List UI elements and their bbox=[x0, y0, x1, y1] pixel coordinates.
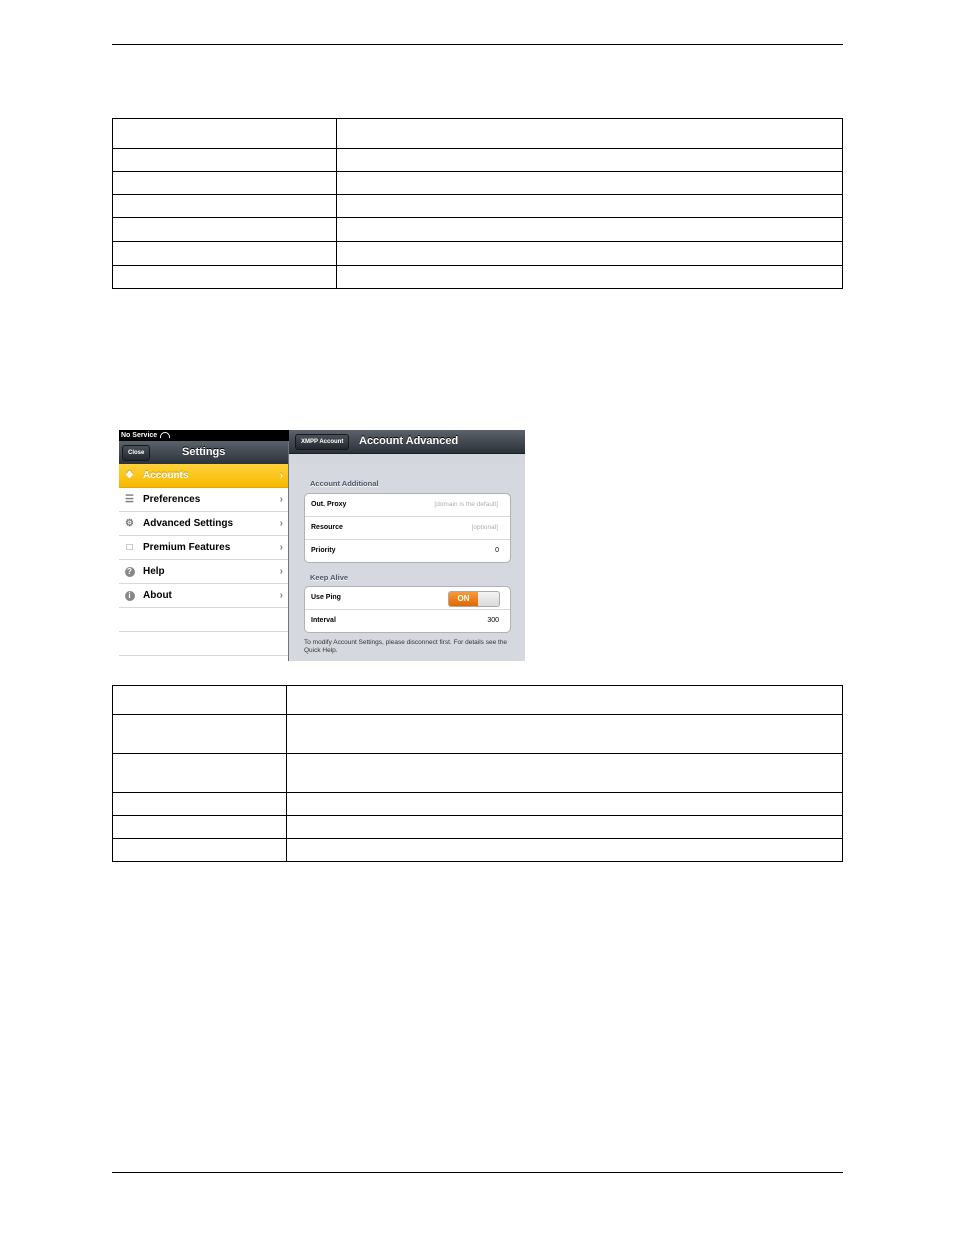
detail-navbar bbox=[289, 430, 525, 454]
account-advanced-pane bbox=[289, 465, 525, 661]
chevron-right-icon: › bbox=[279, 590, 283, 601]
table-row bbox=[113, 119, 843, 149]
resource-label: Resource bbox=[311, 524, 343, 531]
ipad-screenshot bbox=[119, 430, 525, 661]
disconnect-note: To modify Account Settings, please disconnect first. For details see the Quick Help. bbox=[304, 639, 508, 654]
back-button-xmpp-account[interactable]: XMPP Account bbox=[295, 434, 349, 450]
table-row bbox=[113, 195, 843, 218]
use-ping-label: Use Ping bbox=[311, 594, 341, 601]
table-row bbox=[113, 686, 843, 715]
priority-row[interactable] bbox=[305, 540, 510, 562]
menu-empty-row bbox=[119, 608, 288, 632]
table-row bbox=[113, 839, 843, 862]
detail-title: Account Advanced bbox=[359, 435, 459, 447]
footer-rule bbox=[112, 1172, 843, 1173]
use-ping-toggle[interactable] bbox=[448, 591, 500, 607]
section-header-keep-alive: Keep Alive bbox=[310, 573, 349, 582]
wifi-icon bbox=[160, 432, 170, 438]
help-icon: ? bbox=[125, 567, 135, 577]
chevron-right-icon: › bbox=[279, 566, 283, 577]
table-row bbox=[113, 793, 843, 816]
section-header-account-additional: Account Additional bbox=[310, 479, 379, 488]
table-row bbox=[113, 754, 843, 793]
priority-label: Priority bbox=[311, 547, 336, 554]
resource-row[interactable] bbox=[305, 517, 510, 540]
table-row bbox=[113, 242, 843, 266]
table-row bbox=[113, 715, 843, 754]
out-proxy-field[interactable]: [domain is the default] bbox=[434, 501, 498, 508]
status-carrier: No Service bbox=[121, 432, 158, 439]
account-additional-group bbox=[304, 493, 511, 563]
table-row bbox=[113, 816, 843, 839]
chevron-right-icon: › bbox=[279, 470, 283, 481]
menu-item-advanced-settings[interactable]: ⚙ Advanced Settings › bbox=[119, 512, 288, 536]
menu-item-preferences[interactable]: ☰ Preferences › bbox=[119, 488, 288, 512]
interval-field[interactable]: 300 bbox=[487, 617, 499, 624]
out-proxy-label: Out. Proxy bbox=[311, 501, 347, 508]
gears-icon: ⚙ bbox=[125, 518, 134, 529]
accounts-icon: ❖ bbox=[125, 470, 134, 481]
preferences-icon: ☰ bbox=[125, 494, 134, 505]
cart-icon: □ bbox=[126, 542, 133, 553]
top-table bbox=[112, 118, 843, 289]
resource-field[interactable]: [optional] bbox=[471, 524, 498, 531]
menu-item-about[interactable]: i About › bbox=[119, 584, 288, 608]
settings-menu bbox=[119, 464, 288, 656]
menu-item-help[interactable]: ? Help › bbox=[119, 560, 288, 584]
menu-item-accounts[interactable]: ❖ Accounts › bbox=[119, 464, 288, 488]
bottom-table bbox=[112, 685, 843, 862]
settings-title: Settings bbox=[182, 446, 226, 458]
settings-master-pane bbox=[119, 441, 289, 661]
header-rule bbox=[112, 44, 843, 45]
chevron-right-icon: › bbox=[279, 494, 283, 505]
interval-label: Interval bbox=[311, 617, 336, 624]
interval-row[interactable] bbox=[305, 610, 510, 632]
priority-field[interactable]: 0 bbox=[495, 547, 499, 554]
info-icon: i bbox=[125, 591, 135, 601]
menu-empty-row bbox=[119, 632, 288, 656]
master-navbar bbox=[119, 441, 288, 465]
keep-alive-group bbox=[304, 586, 511, 633]
toggle-state: ON bbox=[449, 592, 478, 606]
menu-item-premium-features[interactable]: □ Premium Features › bbox=[119, 536, 288, 560]
table-row bbox=[113, 149, 843, 172]
chevron-right-icon: › bbox=[279, 542, 283, 553]
chevron-right-icon: › bbox=[279, 518, 283, 529]
table-row bbox=[113, 218, 843, 242]
table-row bbox=[113, 172, 843, 195]
close-button[interactable]: Close bbox=[122, 445, 150, 461]
use-ping-row bbox=[305, 587, 510, 610]
out-proxy-row[interactable] bbox=[305, 494, 510, 517]
table-row bbox=[113, 266, 843, 289]
